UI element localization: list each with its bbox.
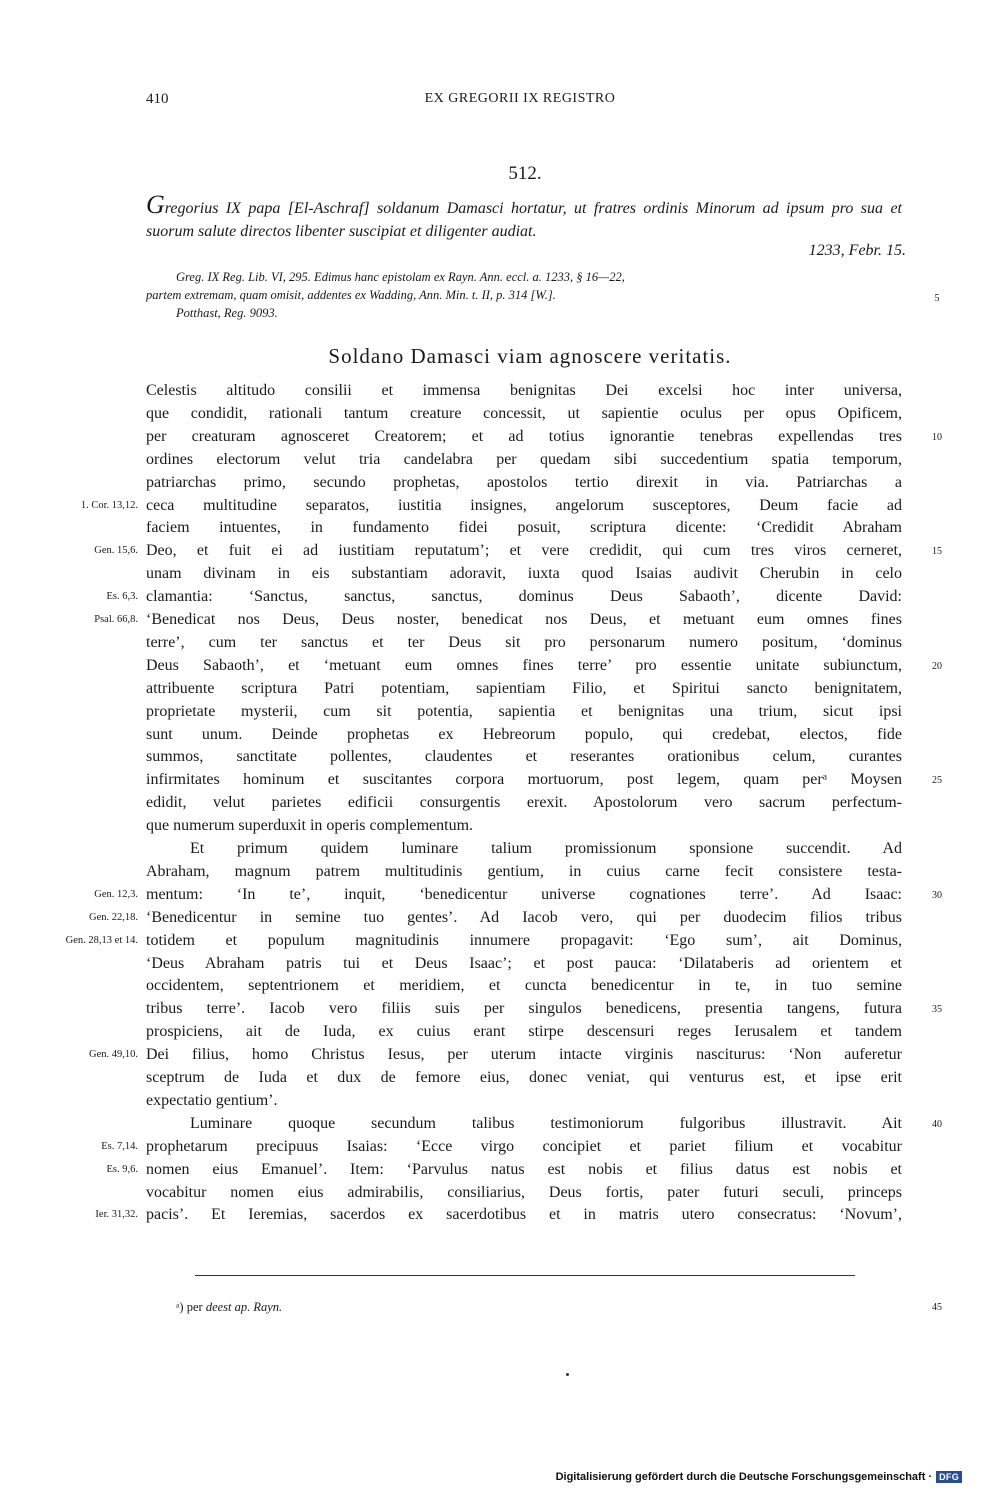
text-line: que condidit, rationali tantum creature concessit, ut sapientie oculus per opus Opificem, [146, 404, 902, 422]
text-line: Abraham, magnum patrem multitudinis gentium, in cuius carne fecit consistere testa- [146, 862, 902, 880]
document-number: 512. [508, 163, 542, 184]
summary-initial: G [146, 190, 165, 219]
digitization-credit [556, 1471, 962, 1483]
text-line: clamantia: ‘Sanctus, sanctus, sanctus, dominus Deus Sabaoth’, dicente David: [146, 588, 902, 606]
margin-reference: Gen. 15,6. [94, 545, 138, 557]
line-number: 15 [932, 546, 942, 558]
text-line: faciem intuentes, in fundamento fidei posuit, scriptura dicente: ‘Credidit Abraham [146, 519, 902, 537]
page-dot [566, 1373, 569, 1376]
line-number: 20 [932, 660, 942, 672]
margin-reference: Gen. 49,10. [89, 1049, 138, 1061]
margin-reference: Gen. 22,18. [89, 911, 138, 923]
line-number: 5 [934, 293, 940, 304]
text-line: terre’, cum ter sanctus et ter Deus sit pro personarum numero positum, ‘dominus [146, 633, 902, 651]
text-line: proprietate mysterii, cum sit potentia, sapientia et benignitas una trium, sicut ipsi [146, 702, 902, 720]
source-note-line: Greg. IX Reg. Lib. VI, 295. Edimus hanc epistolam ex Rayn. Ann. eccl. a. 1233, § 16—22, [176, 270, 625, 284]
margin-reference: Psal. 66,8. [94, 614, 138, 625]
text-line: infirmitates hominum et suscitantes corpora mortuorum, post legem, quam perᵃ Moysen [146, 771, 902, 789]
text-line: tribus terre’. Iacob vero filiis suis per singulos benedicens, presentia tangens, futura [146, 1000, 902, 1018]
text-line: nomen eius Emanuel’. Item: ‘Parvulus natus est nobis et filius datus est nobis et [146, 1160, 902, 1178]
margin-reference: Es. 7,14. [101, 1140, 138, 1152]
footnote-text: deest ap. Rayn. [205, 1300, 283, 1314]
text-line: Deus Sabaoth’, et ‘metuant eum omnes fines terre’ pro essentie unitate subiunctum, [146, 656, 902, 674]
footnote-marker: ᵃ) [176, 1300, 184, 1314]
text-line: expectatio gentium’. [146, 1091, 278, 1109]
text-line: per creaturam agnosceret Creatorem; et ad totius ignorantie tenebras expellendas tres [146, 427, 902, 445]
margin-reference: 1. Cor. 13,12. [80, 499, 138, 511]
summary-text: regorius IX papa [El-Aschraf] soldanum Damasci hortatur, ut fratres ordinis Minorum ad ipsum pro sua et suorum salute directos libenter suscipiat et diligenter audiat. [146, 200, 902, 240]
text-line: sceptrum de Iuda et dux de femore eius, donec veniat, qui venturus est, et ipse erit [146, 1069, 902, 1086]
margin-reference: Gen. 28,13 et 14. [65, 934, 138, 946]
page-number: 410 [146, 91, 169, 107]
text-line: ‘Deus Abraham patris tui et Deus Isaac’; et post pauca: ‘Dilataberis ad orientem et [146, 954, 902, 972]
text-line: attribuente scriptura Patri potentiam, sapientiam Filio, et Spiritui sancto benignitatem, [146, 679, 902, 697]
text-line: Celestis altitudo consilii et immensa benignitas Dei excelsi hoc inter universa, [146, 382, 902, 399]
text-line: que numerum superduxit in operis complementum. [146, 817, 474, 835]
credit-text: Digitalisierung gefördert durch die Deutsche Forschungsgemeinschaft · [555, 1471, 933, 1483]
text-line: occidentem, septentrionem et meridiem, et cuncta benedicentur in te, in tuo semine [146, 977, 902, 995]
text-line: totidem et populum magnitudinis innumere propagavit: ‘Ego sum’, ait Dominus, [146, 931, 902, 949]
dfg-logo: DFG [936, 1471, 962, 1483]
text-line: Luminare quoque secundum talibus testimoniorum fulgoribus illustravit. Ait [190, 1114, 902, 1132]
text-line: pacis’. Et Ieremias, sacerdos ex sacerdotibus et in matris utero consecratus: ‘Novum’, [146, 1206, 902, 1224]
text-line: ‘Benedicat nos Deus, Deus noster, benedicat nos Deus, et metuant eum omnes fines [146, 611, 902, 628]
line-number: 30 [932, 889, 942, 901]
text-line: ceca multitudine separatos, iustitia insignes, angelorum susceptores, Deum facie ad [146, 496, 902, 514]
text-line: ordines electorum velut tria candelabra per quedam sibi succedentium spatia temporum, [146, 450, 902, 468]
line-number: 10 [932, 431, 942, 443]
text-line: vocabitur nomen eius admirabilis, consiliarius, Deus fortis, pater futuri seculi, princeps [146, 1183, 902, 1201]
text-line: unam divinam in eis substantiam adoravit, iuxta quod Isaias audivit Cherubin in celo [146, 565, 902, 583]
text-line: prophetarum precipuus Isaias: ‘Ecce virgo concipiet et pariet filium et vocabitur [146, 1137, 902, 1155]
running-head: EX GREGORII IX REGISTRO [424, 91, 616, 106]
footnote-rule [195, 1275, 855, 1276]
text-line: edidit, velut parietes edificii consurgentis erexit. Apostolorum vero sacrum perfectum- [146, 794, 902, 812]
footnote [176, 1300, 282, 1315]
line-number: 40 [932, 1118, 942, 1130]
footnote-word: per [186, 1300, 203, 1314]
text-line: mentum: ‘In te’, inquit, ‘benedicentur universe cognationes terre’. Ad Isaac: [146, 885, 902, 903]
text-line: summos, sanctitate pollentes, claudentes et reserantes orationibus celum, curantes [146, 748, 902, 766]
margin-reference: Gen. 12,3. [94, 888, 138, 900]
line-number: 35 [932, 1004, 942, 1016]
margin-reference: Es. 6,3. [106, 591, 138, 603]
text-line: prospiciens, ait de Iuda, ex cuius erant stirpe descensuri reges Ierusalem et tandem [146, 1023, 902, 1041]
source-note-line: Potthast, Reg. 9093. [176, 306, 278, 320]
document-summary [146, 190, 902, 243]
margin-reference: Ier. 31,32. [95, 1209, 138, 1221]
document-date: 1233, Febr. 15. [808, 242, 906, 259]
text-line: patriarchas primo, secundo prophetas, apostolos tertio direxit in via. Patriarchas a [146, 473, 902, 491]
source-note-line: partem extremam, quam omisit, addentes ex Wadding, Ann. Min. t. II, p. 314 [W.]. [146, 288, 556, 302]
addressee-heading: Soldano Damasci viam agnoscere veritatis. [328, 344, 732, 368]
line-number: 25 [932, 775, 942, 787]
margin-reference: Es. 9,6. [106, 1163, 138, 1175]
text-line: Et primum quidem luminare talium promissionum sponsione succendit. Ad [190, 840, 902, 857]
text-line: ‘Benedicentur in semine tuo gentes’. Ad Iacob vero, qui per duodecim filios tribus [146, 908, 902, 926]
text-line: Deo, et fuit ei ad iustitiam reputatum’; et vere credidit, qui cum tres viros cerneret, [146, 542, 902, 560]
text-line: sunt unum. Deinde prophetas ex Hebreorum populo, qui credebat, electos, fide [146, 725, 902, 743]
line-number: 45 [932, 1302, 942, 1313]
text-line: Dei filius, homo Christus Iesus, per uterum intacte virginis nasciturus: ‘Non auferetur [146, 1046, 902, 1064]
